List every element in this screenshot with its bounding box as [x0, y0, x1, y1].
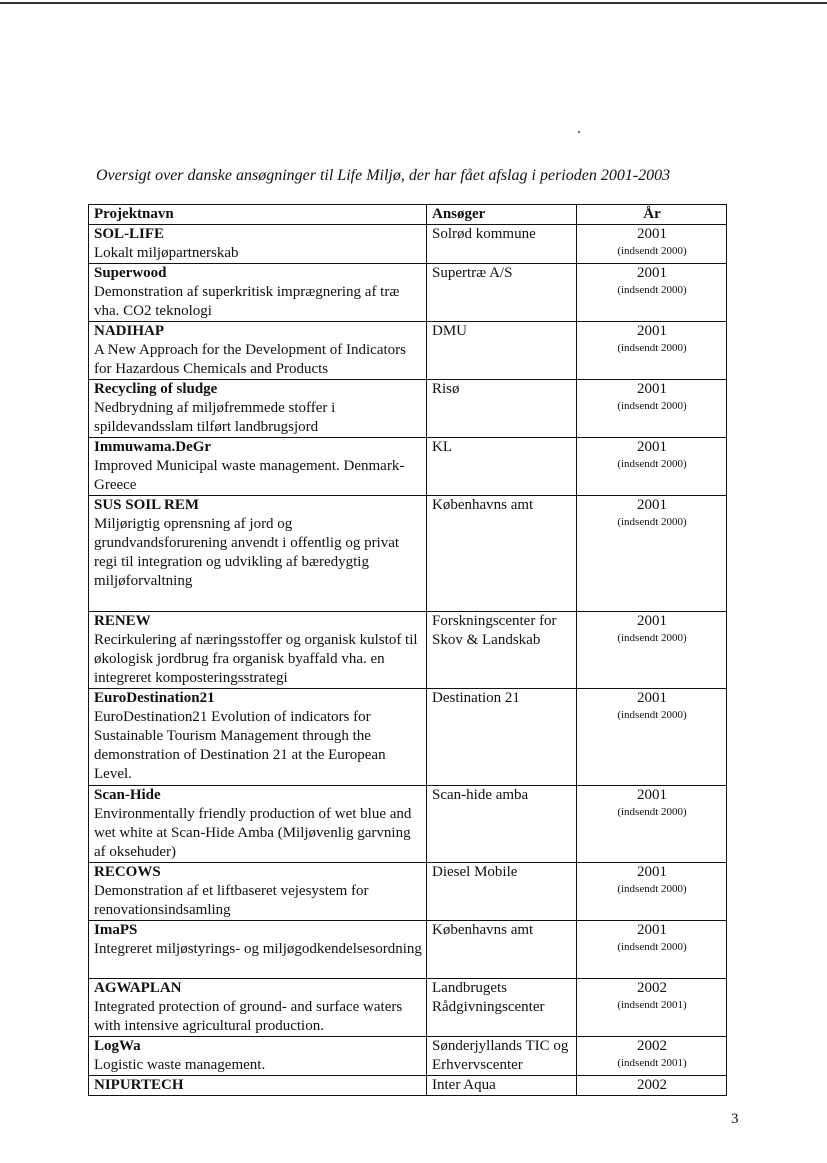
applicant-cell: Københavns amt: [427, 921, 577, 979]
year-cell: [577, 1076, 727, 1096]
year-value: 2001: [637, 787, 667, 803]
year-cell: [577, 322, 727, 380]
year-value: 2001: [637, 497, 667, 513]
project-cell: [89, 979, 427, 1037]
scan-speck: [578, 131, 580, 133]
year-cell: [577, 689, 727, 786]
year-value: 2002: [637, 1038, 667, 1054]
applicant-cell: Scan-hide amba: [427, 786, 577, 863]
submitted-note: (indsendt 2000): [617, 400, 687, 412]
project-cell: [89, 322, 427, 380]
submitted-note: (indsendt 2000): [617, 342, 687, 354]
year-cell: [577, 1037, 727, 1076]
table-row: [89, 921, 727, 979]
table-row: [89, 786, 727, 863]
project-name: Superwood: [94, 265, 167, 281]
year-value: 2001: [637, 323, 667, 339]
submitted-note: (indsendt 2001): [617, 1057, 687, 1069]
column-header-project: Projektnavn: [89, 205, 427, 225]
project-description: Recirkulering af næringsstoffer og organisk kulstof til økologisk jordbrug fra organisk byaffald vha. en integreret komposteringsstrategi: [94, 632, 418, 686]
project-name: Immuwama.DeGr: [94, 439, 212, 455]
applicant-cell: Destination 21: [427, 689, 577, 786]
project-name: SUS SOIL REM: [94, 497, 200, 513]
project-cell: [89, 689, 427, 786]
year-cell: [577, 921, 727, 979]
year-cell: [577, 438, 727, 496]
applicant-cell: Supertræ A/S: [427, 264, 577, 322]
project-description: Lokalt miljøpartnerskab: [94, 245, 239, 261]
project-description: Integrated protection of ground- and surface waters with intensive agricultural production.: [94, 999, 403, 1034]
scan-edge-line: [0, 2, 827, 4]
project-name: NIPURTECH: [94, 1077, 184, 1093]
project-description: Improved Municipal waste management. Denmark-Greece: [94, 458, 405, 493]
table-row: [89, 979, 727, 1037]
project-name: LogWa: [94, 1038, 141, 1054]
year-cell: [577, 496, 727, 612]
applicant-cell: Solrød kommune: [427, 225, 577, 264]
year-cell: [577, 863, 727, 921]
project-cell: [89, 1076, 427, 1096]
project-cell: [89, 863, 427, 921]
year-value: 2001: [637, 381, 667, 397]
year-cell: [577, 786, 727, 863]
project-name: SOL-LIFE: [94, 226, 165, 242]
page-number: 3: [731, 1111, 739, 1127]
year-value: 2001: [637, 265, 667, 281]
table-body: [89, 225, 727, 1096]
year-value: 2001: [637, 613, 667, 629]
year-cell: [577, 264, 727, 322]
year-cell: [577, 225, 727, 264]
project-description: Integreret miljøstyrings- og miljøgodkendelsesordning: [94, 941, 422, 957]
project-name: RECOWS: [94, 864, 161, 880]
year-cell: [577, 612, 727, 689]
table-row: [89, 380, 727, 438]
project-name: Scan-Hide: [94, 787, 161, 803]
applicant-cell: Landbrugets Rådgivningscenter: [427, 979, 577, 1037]
table-row: [89, 438, 727, 496]
applicant-cell: Forskningscenter for Skov & Landskab: [427, 612, 577, 689]
page-title: Oversigt over danske ansøgninger til Life Miljø, der har fået afslag i perioden 2001-2003: [96, 167, 671, 184]
table-row: [89, 1076, 727, 1096]
submitted-note: (indsendt 2001): [617, 999, 687, 1011]
year-value: 2002: [637, 980, 667, 996]
submitted-note: (indsendt 2000): [617, 458, 687, 470]
project-description: Logistic waste management.: [94, 1057, 266, 1073]
table-row: [89, 264, 727, 322]
project-cell: [89, 786, 427, 863]
year-value: 2001: [637, 922, 667, 938]
applicant-cell: DMU: [427, 322, 577, 380]
table-row: [89, 496, 727, 612]
table-row: [89, 689, 727, 786]
submitted-note: (indsendt 2000): [617, 941, 687, 953]
year-value: 2001: [637, 439, 667, 455]
submitted-note: (indsendt 2000): [617, 806, 687, 818]
project-description: Demonstration af et liftbaseret vejesystem for renovationsindsamling: [94, 883, 369, 918]
submitted-note: (indsendt 2000): [617, 709, 687, 721]
project-name: EuroDestination21: [94, 690, 215, 706]
year-cell: [577, 979, 727, 1037]
submitted-note: (indsendt 2000): [617, 632, 687, 644]
project-cell: [89, 496, 427, 612]
applicant-cell: Diesel Mobile: [427, 863, 577, 921]
project-description: A New Approach for the Development of Indicators for Hazardous Chemicals and Products: [94, 342, 406, 377]
project-cell: [89, 438, 427, 496]
year-value: 2001: [637, 226, 667, 242]
table-row: [89, 225, 727, 264]
project-description: Nedbrydning af miljøfremmede stoffer i spildevandsslam tilført landbrugsjord: [94, 400, 336, 435]
project-name: AGWAPLAN: [94, 980, 182, 996]
table-row: [89, 322, 727, 380]
applicant-cell: Risø: [427, 380, 577, 438]
year-value: 2001: [637, 864, 667, 880]
project-description: Demonstration af superkritisk imprægnering af træ vha. CO2 teknologi: [94, 284, 400, 319]
project-name: Recycling of sludge: [94, 381, 218, 397]
applicant-cell: Sønderjyllands TIC og Erhvervscenter: [427, 1037, 577, 1076]
applicant-cell: Inter Aqua: [427, 1076, 577, 1096]
applicant-cell: KL: [427, 438, 577, 496]
project-cell: [89, 612, 427, 689]
submitted-note: (indsendt 2000): [617, 883, 687, 895]
table-header-row: [89, 205, 727, 225]
applications-table: [88, 204, 727, 1096]
year-value: 2001: [637, 690, 667, 706]
year-cell: [577, 380, 727, 438]
submitted-note: (indsendt 2000): [617, 245, 687, 257]
year-value: 2002: [637, 1077, 667, 1093]
table-row: [89, 863, 727, 921]
project-cell: [89, 264, 427, 322]
submitted-note: (indsendt 2000): [617, 516, 687, 528]
project-name: ImaPS: [94, 922, 138, 938]
column-header-applicant: Ansøger: [427, 205, 577, 225]
project-description: Environmentally friendly production of wet blue and wet white at Scan-Hide Amba (Miljøvenlig garvning af oksehuder): [94, 806, 412, 860]
table-row: [89, 1037, 727, 1076]
project-name: NADIHAP: [94, 323, 164, 339]
project-cell: [89, 921, 427, 979]
submitted-note: (indsendt 2000): [617, 284, 687, 296]
project-description: EuroDestination21 Evolution of indicators for Sustainable Tourism Management through the demonstration of Destination 21 at the European Level.: [94, 709, 386, 782]
project-cell: [89, 225, 427, 264]
project-cell: [89, 380, 427, 438]
project-description: Miljørigtig oprensning af jord og grundvandsforurening anvendt i offentlig og privat regi til integration og udvikling af bæredygtig miljøforvaltning: [94, 516, 400, 589]
project-cell: [89, 1037, 427, 1076]
project-name: RENEW: [94, 613, 151, 629]
column-header-year: År: [577, 205, 727, 225]
table-row: [89, 612, 727, 689]
applicant-cell: Københavns amt: [427, 496, 577, 612]
